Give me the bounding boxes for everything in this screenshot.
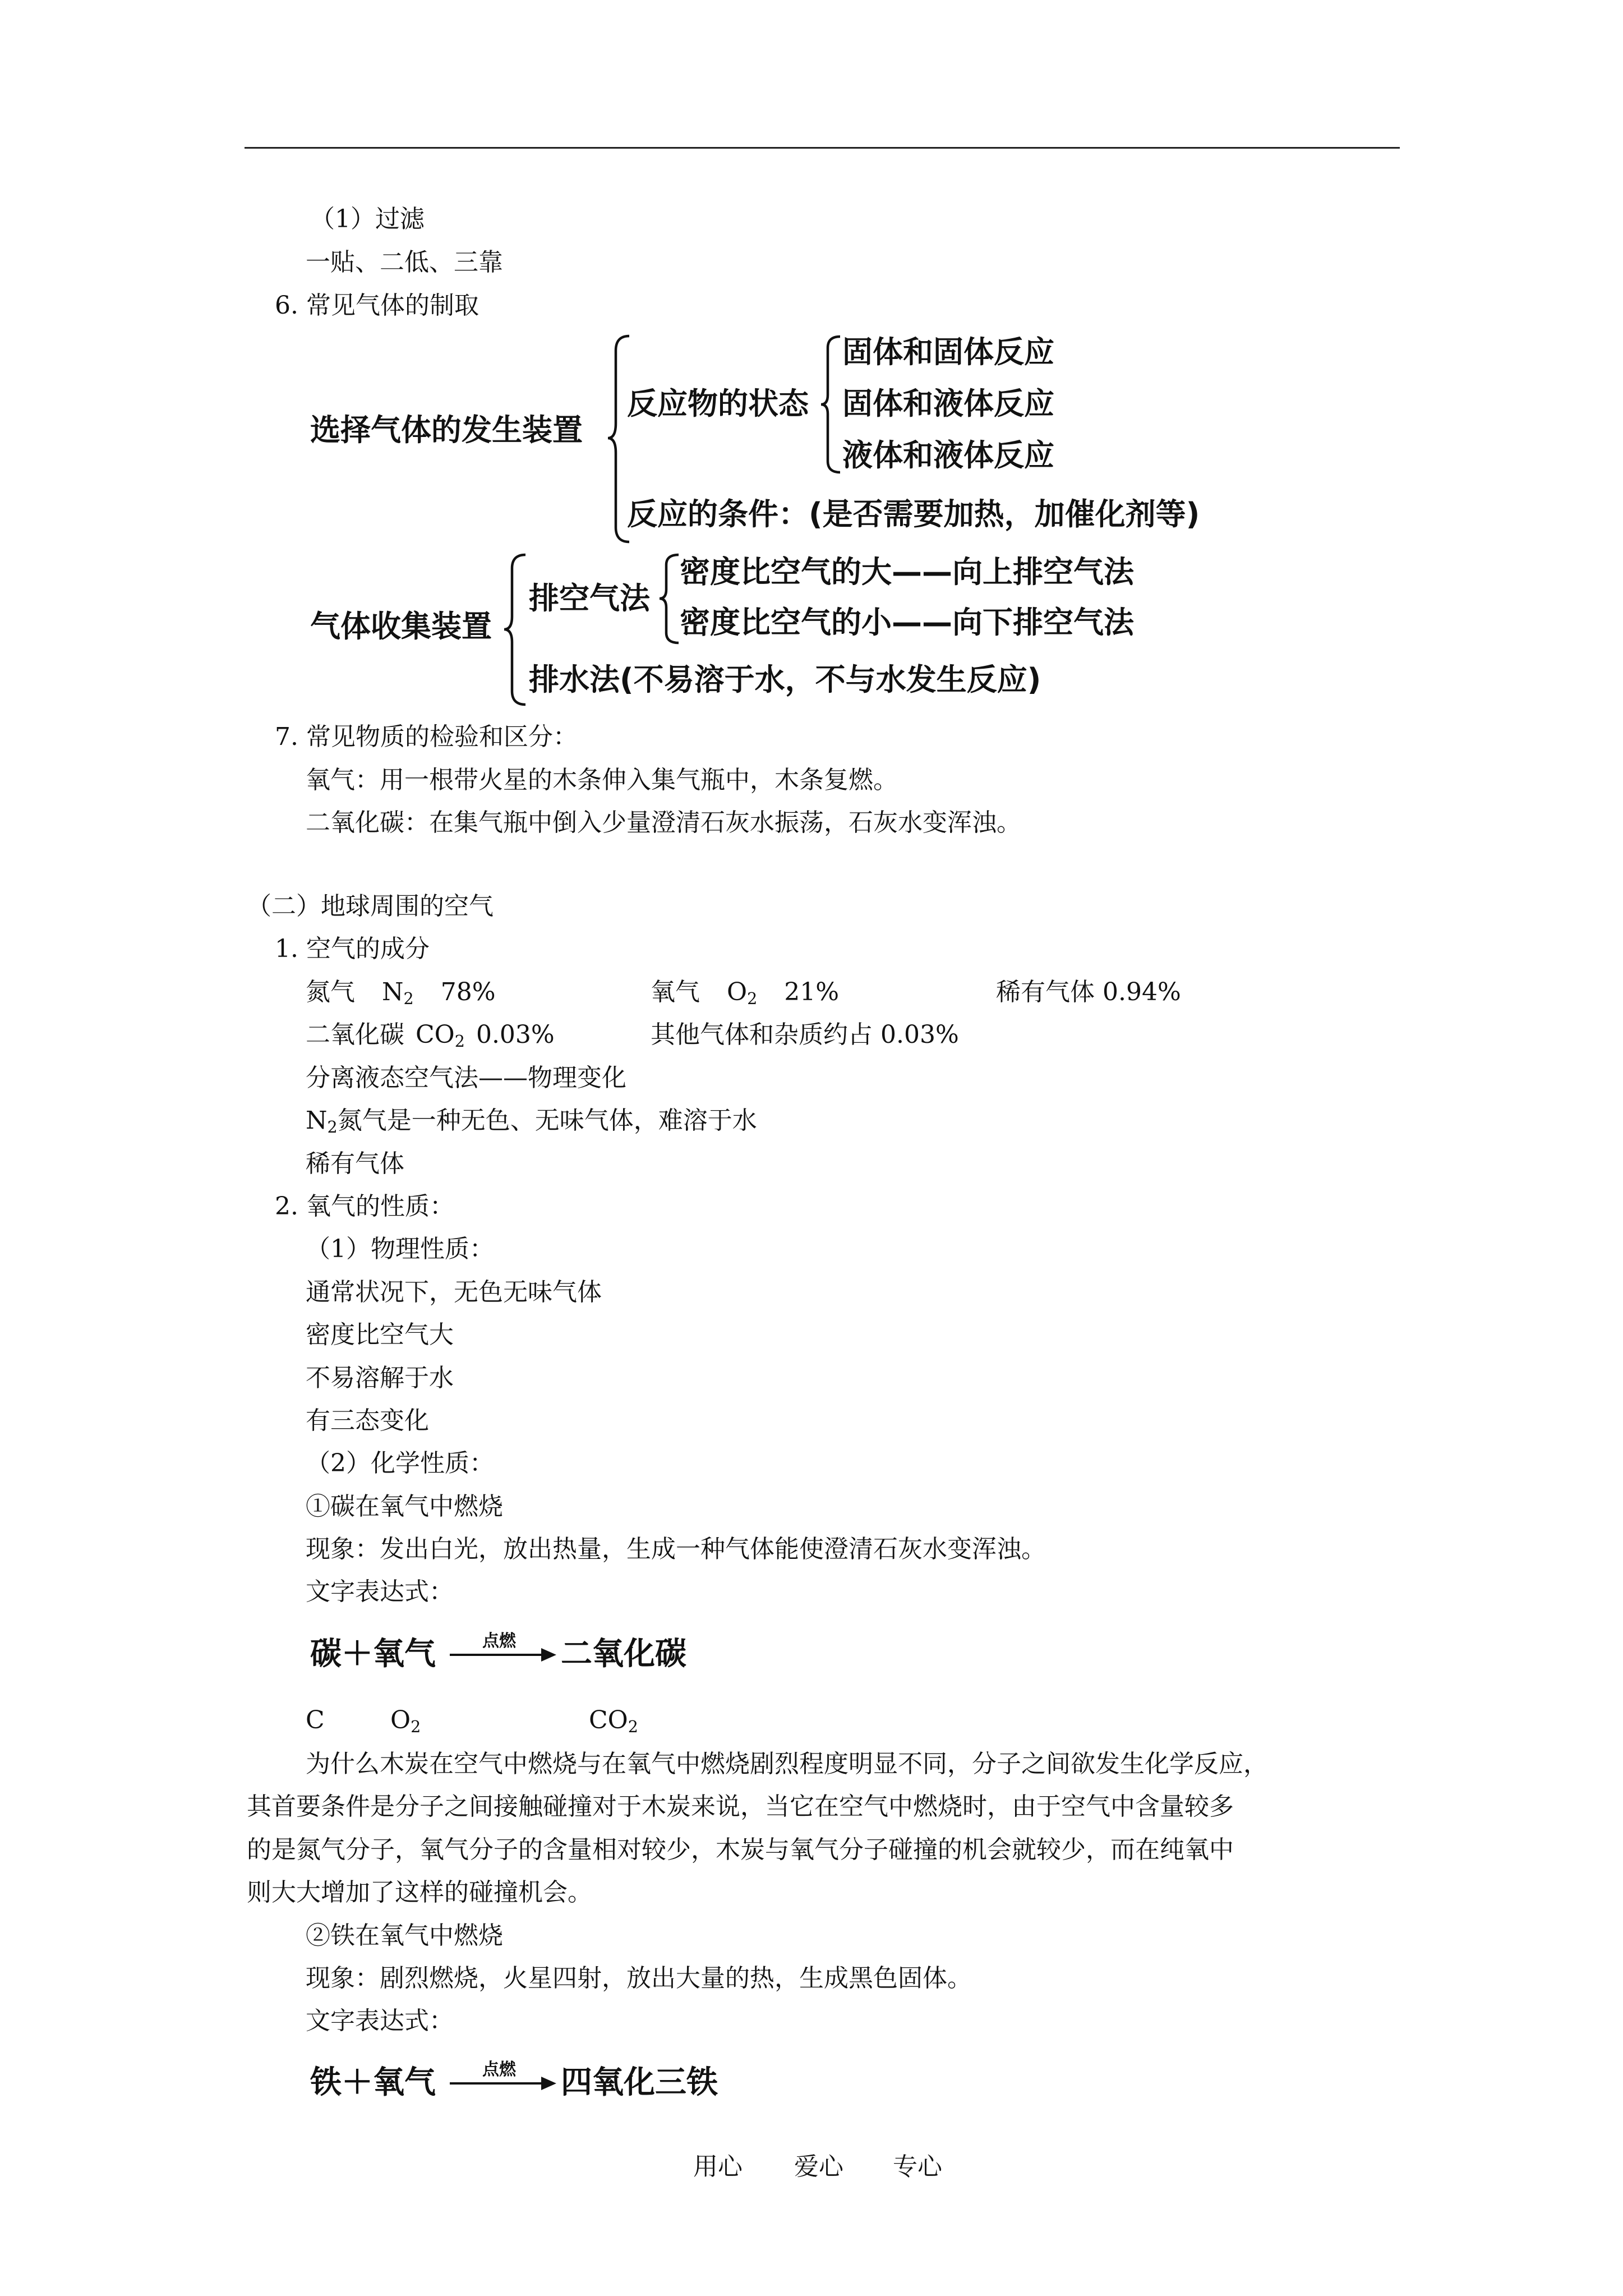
iron-condition: 点燃 [482, 2060, 516, 2079]
o2-formula: O [727, 978, 748, 1006]
header-rule [245, 147, 1400, 149]
air-heading: 1. 空气的成分 [275, 935, 430, 963]
physical-item: 有三态变化 [306, 1406, 429, 1435]
footer-item: 用心 [693, 2152, 743, 2181]
explain-line: 则大大增加了这样的碰撞机会。 [247, 1878, 592, 1907]
footer-item: 爱心 [794, 2152, 843, 2181]
n2-name: 氮气 [306, 978, 355, 1006]
part2-heading: （二）地球周围的空气 [247, 892, 494, 921]
n2-percent: 78% [440, 978, 496, 1006]
state-brace [819, 334, 843, 475]
n2-desc: 氮气是一种无色、无味气体，难溶于水 [337, 1106, 757, 1135]
filter-heading: （1）过滤 [310, 205, 425, 233]
carbon-arrow [449, 1627, 558, 1672]
carbon-expr-label: 文字表达式： [306, 1577, 454, 1606]
physical-item: 不易溶解于水 [306, 1364, 454, 1392]
carbon-title: ①碳在氧气中燃烧 [306, 1492, 503, 1521]
collector-label: 气体收集装置 [310, 609, 492, 644]
state-item: 固体和固体反应 [842, 334, 1054, 370]
o2-sub: 2 [747, 989, 758, 1009]
footer-item: 专心 [893, 2152, 942, 2181]
co2-test: 二氧化碳：在集气瓶中倒入少量澄清石灰水振荡，石灰水变浑浊。 [306, 808, 1021, 837]
iron-expr-label: 文字表达式： [306, 2007, 454, 2035]
carbon-formula-co2 [589, 1705, 638, 1736]
physical-item: 密度比空气大 [306, 1320, 454, 1349]
air-method-item: 密度比空气的大——向上排空气法 [680, 554, 1134, 590]
carbon-formula-c: C [306, 1706, 325, 1734]
air-method-label: 排空气法 [529, 581, 650, 616]
iron-rhs: 四氧化三铁 [561, 2064, 718, 2101]
explain-line: 为什么木炭在空气中燃烧与在氧气中燃烧剧烈程度明显不同，分子之间欲发生化学反应， [306, 1750, 1268, 1778]
explain-line: 的是氮气分子，氧气分子的含量相对较少，木炭与氧气分子碰撞的机会就较少，而在纯氧中 [247, 1835, 1234, 1864]
iron-lhs: 铁＋氧气 [310, 2064, 436, 2101]
n2-formula: N [382, 978, 404, 1006]
oxygen-props-heading: 2. 氧气的性质： [275, 1192, 454, 1221]
rare-gas-percent: 稀有气体 0.94% [996, 978, 1181, 1006]
separation: 分离液态空气法——物理变化 [306, 1064, 626, 1092]
o2-name: 氧气 [651, 978, 700, 1006]
co2-formula: CO [416, 1020, 455, 1049]
iron-arrow [449, 2055, 558, 2100]
n2-sub: 2 [403, 989, 414, 1009]
iron-phenomenon: 现象：剧烈燃烧，火星四射，放出大量的热，生成黑色固体。 [306, 1964, 972, 1993]
n2-desc-formula: N [306, 1106, 328, 1135]
collector-brace [502, 553, 530, 707]
section-6-heading: 6. 常见气体的制取 [275, 291, 479, 320]
co2-symbol: CO [589, 1706, 628, 1734]
co2-sub: 2 [454, 1032, 465, 1051]
carbon-lhs: 碳＋氧气 [310, 1636, 436, 1672]
generator-label: 选择气体的发生装置 [310, 412, 583, 448]
carbon-condition: 点燃 [482, 1631, 516, 1651]
n2-desc-row [306, 1106, 757, 1136]
condition-text: 反应的条件：(是否需要加热，加催化剂等) [627, 496, 1200, 532]
co2-row [306, 1020, 555, 1050]
state-item: 固体和液体反应 [842, 386, 1054, 421]
iron-title: ②铁在氧气中燃烧 [306, 1921, 503, 1950]
co2-name: 二氧化碳 [306, 1020, 404, 1049]
o2-subscript: 2 [411, 1717, 421, 1737]
arrow-icon [449, 1627, 558, 1672]
physical-heading: （1）物理性质： [306, 1235, 494, 1263]
carbon-formula-o2 [390, 1705, 421, 1736]
n2-desc-sub: 2 [327, 1117, 338, 1137]
filter-text: 一贴、二低、三靠 [306, 248, 503, 277]
co2-percent: 0.03% [476, 1020, 555, 1049]
explain-line: 其首要条件是分子之间接触碰撞对于木炭来说，当它在空气中燃烧时，由于空气中含量较多 [247, 1792, 1234, 1821]
other-gas: 其他气体和杂质约占 0.03% [651, 1020, 959, 1049]
co2-subscript: 2 [628, 1717, 638, 1737]
air-method-brace [657, 553, 682, 645]
physical-item: 通常状况下，无色无味气体 [306, 1278, 602, 1306]
rare-gas: 稀有气体 [306, 1149, 404, 1178]
n2-row [306, 977, 496, 1007]
chemical-heading: （2）化学性质： [306, 1449, 494, 1478]
oxygen-test: 氧气：用一根带火星的木条伸入集气瓶中，木条复燃。 [306, 766, 898, 794]
o2-symbol: O [390, 1706, 411, 1734]
o2-row [651, 977, 839, 1007]
state-label: 反应物的状态 [627, 386, 809, 421]
arrow-icon [449, 2055, 558, 2100]
carbon-rhs: 二氧化碳 [561, 1636, 686, 1672]
section-7-heading: 7. 常见物质的检验和区分： [275, 723, 578, 751]
water-method: 排水法(不易溶于水，不与水发生反应) [529, 662, 1041, 697]
state-item: 液体和液体反应 [842, 438, 1054, 473]
air-method-item: 密度比空气的小——向下排空气法 [680, 605, 1134, 640]
carbon-phenomenon: 现象：发出白光，放出热量，生成一种气体能使澄清石灰水变浑浊。 [306, 1535, 1046, 1563]
o2-percent: 21% [784, 978, 840, 1006]
